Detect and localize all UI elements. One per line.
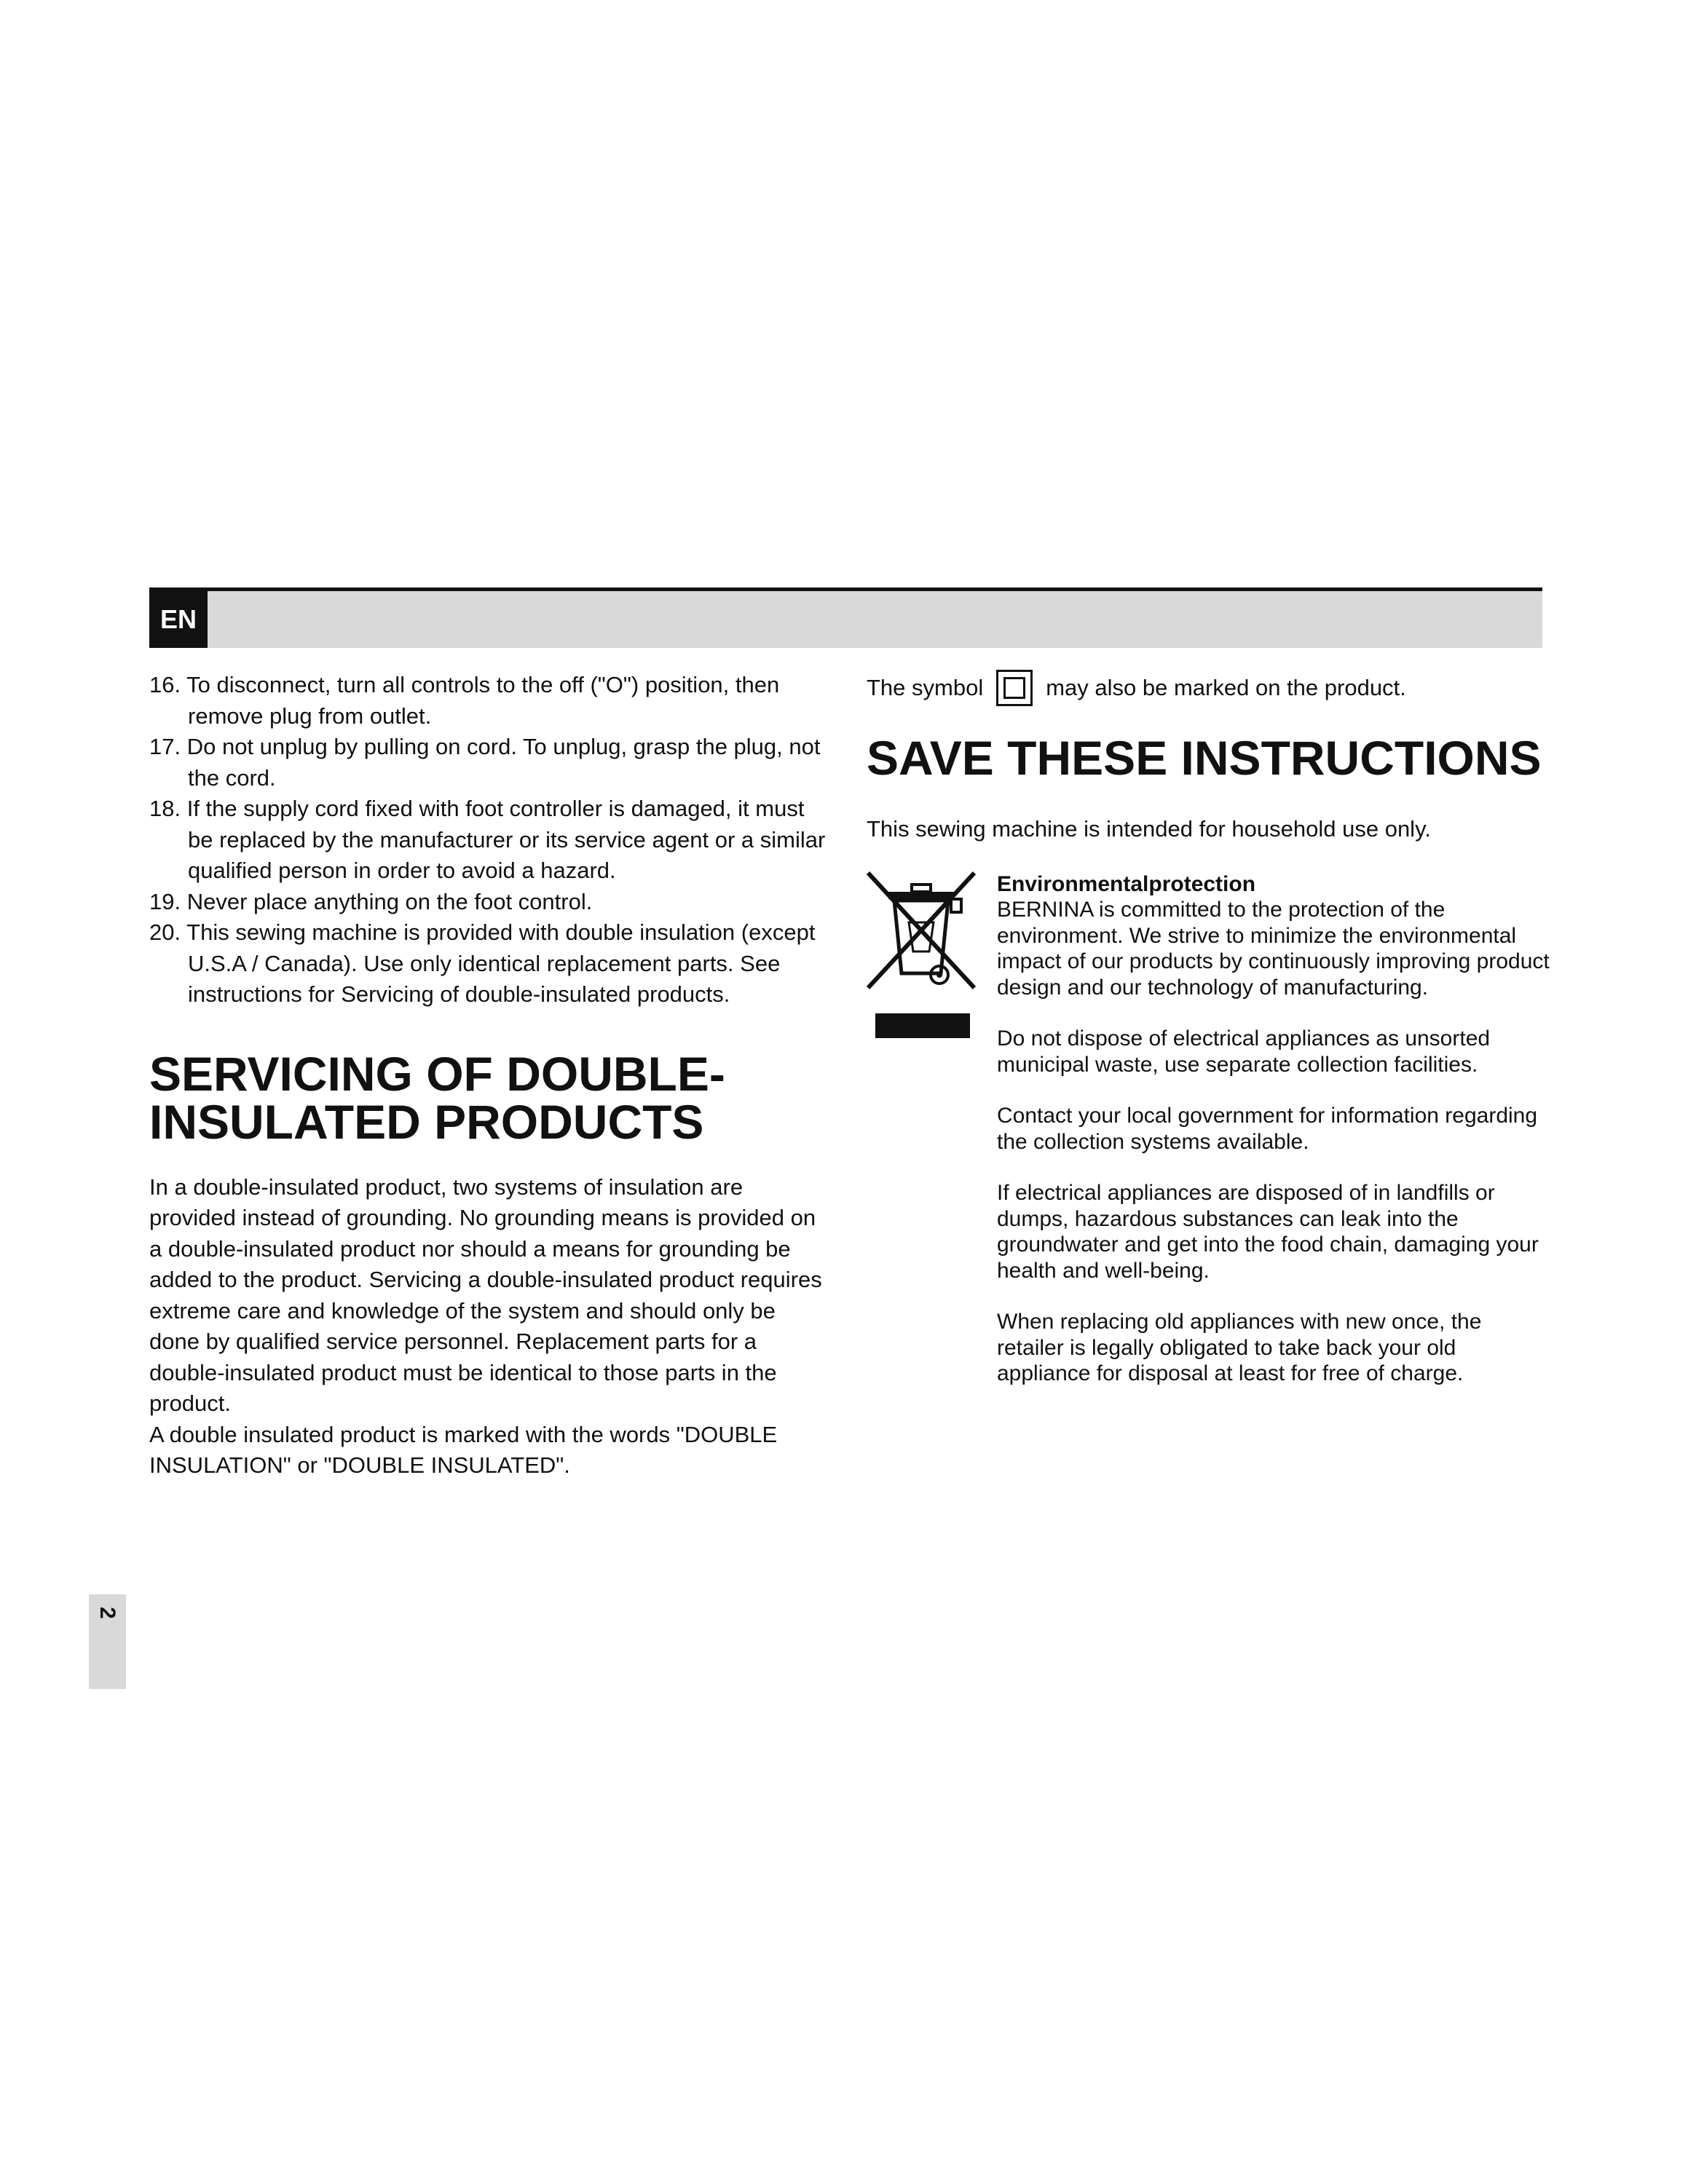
left-column <box>149 670 827 1481</box>
environment-text <box>997 871 1550 1387</box>
double-insulation-icon <box>996 670 1033 706</box>
save-instructions-heading: SAVE THESE INSTRUCTIONS <box>867 731 1542 785</box>
safety-instructions-list <box>149 670 827 1010</box>
environment-section <box>867 871 1551 1396</box>
list-item: 16. To disconnect, turn all controls to the off ("O") position, then remove plug from outlet. <box>149 672 780 729</box>
environment-intro: BERNINA is committed to the protection of the environment. We strive to minimize the environmental impact of our products by continuously improving product design and our technology of manufacturing. <box>997 898 1550 1000</box>
symbol-prefix: The symbol <box>867 675 984 700</box>
list-item: 18. If the supply cord fixed with foot controller is damaged, it must be replaced by the manufacturer or its service agent or a similar qualified person in order to avoid a hazard. <box>149 796 826 883</box>
environment-landfill: If electrical appliances are disposed of in landfills or dumps, hazardous substances can leak into the groundwater and get into the food chain, damaging your health and well-being. <box>997 1181 1539 1283</box>
household-use-note: This sewing machine is intended for household use only. <box>867 816 1431 842</box>
marking-note: A double insulated product is marked with the words "DOUBLE INSULATION" or "DOUBLE INSULATED". <box>149 1421 778 1478</box>
language-tab: EN <box>149 591 208 648</box>
page-number: 2 <box>95 1607 119 1619</box>
environment-title: Environmentalprotection <box>997 871 1256 896</box>
environment-disposal: Do not dispose of electrical appliances as unsorted municipal waste, use separate collection facilities. <box>997 1026 1491 1077</box>
list-item: 19. Never place anything on the foot control. <box>149 888 593 914</box>
environment-take-back: When replacing old appliances with new once, the retailer is legally obligated to take back your old appliance for disposal at least for free of charge. <box>997 1310 1482 1385</box>
servicing-heading: SERVICING OF DOUBLE-INSULATED PRODUCTS <box>149 1046 725 1149</box>
header-band <box>149 591 1542 648</box>
environment-contact: Contact your local government for information regarding the collection systems available. <box>997 1104 1538 1154</box>
crossed-out-wheelie-bin-icon <box>867 871 976 1039</box>
list-item: 20. This sewing machine is provided with double insulation (except U.S.A / Canada). Use only identical replacement parts. See instructions for Servicing of double-insulated products. <box>149 919 816 1007</box>
list-item: 17. Do not unplug by pulling on cord. To unplug, grasp the plug, not the cord. <box>149 734 821 791</box>
symbol-line <box>867 670 1551 706</box>
symbol-suffix: may also be marked on the product. <box>1046 675 1406 700</box>
servicing-paragraph: In a double-insulated product, two systems of insulation are provided instead of grounding. No grounding means is provided on a double-insulated product nor should a means for grounding be added to the product. Servicing a double-insulated product requires extreme care and knowledge of the system and should only be done by qualified service personnel. Replacement parts for a double-insulated product must be identical to those parts in the product. <box>149 1174 822 1416</box>
right-column <box>867 670 1551 1396</box>
